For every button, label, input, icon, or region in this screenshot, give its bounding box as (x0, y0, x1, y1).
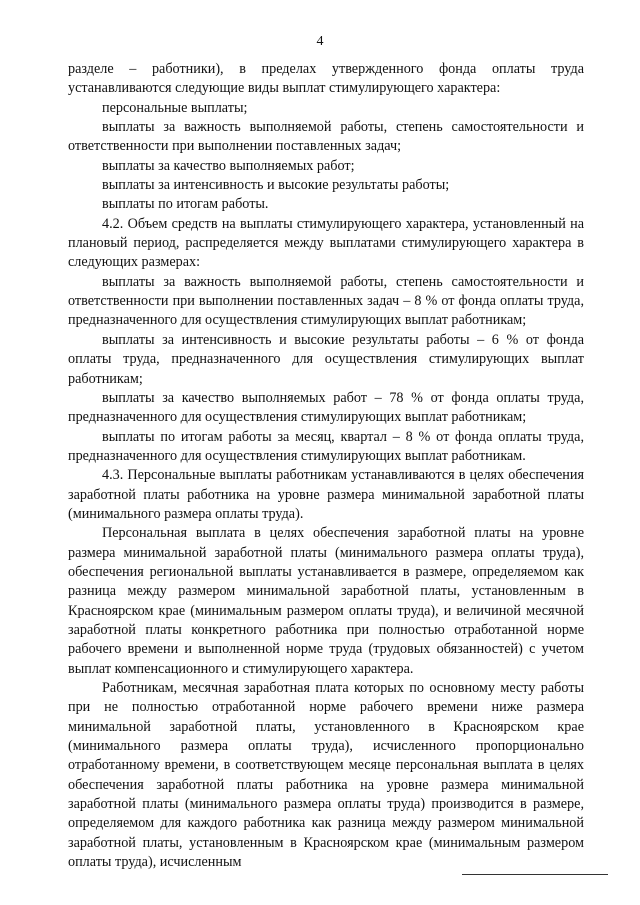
personal-payment-paragraph: Персональная выплата в целях обеспечения заработной платы на уровне размера минимальной заработной платы (минимального размера оплаты труда), обеспечения региональной выплаты устанавливается в размере, определяемом как разница между размером минимальной заработной платы, установленным в Красноярском крае (минимальным размером оплаты труда), и величиной месячной заработной платы конкретного работника при полностью отработанной норме рабочего времени и выполненной норме труда (трудовых обязанностей) с учетом выплат компенсационного и стимулирующего характера. (68, 525, 584, 677)
list-item-quality-payments: выплаты за качество выполняемых работ; (102, 157, 355, 174)
part-time-workers-paragraph: Работникам, месячная заработная плата которых по основному месту работы при не полностью отработанной норме рабочего времени ниже размера минимальной заработной платы, установленного в Красноярском крае (минимального размера оплаты труда), исчисленного пропорционально отработанному времени, в соответствующем месяце персональная выплата в целях обеспечения заработной платы работника на уровне размера минимальной заработной платы (минимального размера оплаты труда) производится в размере, определяемом для каждого работника как разница между размером минимальной заработной платы, установленным в Красноярском крае (минимальным размером оплаты труда), исчисленным (68, 680, 584, 871)
allocation-quality: выплаты за качество выполняемых работ – 78 % от фонда оплаты труда, предназначенного для осуществления стимулирующих выплат работникам; (68, 389, 584, 426)
paragraph-intro: разделе – работники), в пределах утвержденного фонда оплаты труда устанавливаются следующие виды выплат стимулирующего характера: (68, 61, 584, 97)
allocation-importance: выплаты за важность выполняемой работы, степень самостоятельности и ответственности при выполнении поставленных задач – 8 % от фонда оплаты труда, предназначенного для осуществления стимулирующих выплат работникам; (68, 273, 584, 329)
list-item-intensity-payments: выплаты за интенсивность и высокие результаты работы; (102, 177, 450, 194)
list-item-importance-payments: выплаты за важность выполняемой работы, степень самостоятельности и ответственности при выполнении поставленных задач; (68, 119, 584, 155)
allocation-intensity: выплаты за интенсивность и высокие результаты работы – 6 % от фонда оплаты труда, предназначенного для осуществления стимулирующих выплат работникам; (68, 331, 584, 387)
page-number: 4 (316, 34, 324, 49)
document-body (68, 60, 584, 872)
list-item-personal-payments: персональные выплаты; (102, 99, 248, 116)
section-4-2-paragraph: 4.2. Объем средств на выплаты стимулирующего характера, установленный на плановый период, распределяется между выплатами стимулирующего характера в следующих размерах: (68, 215, 584, 271)
allocation-results: выплаты по итогам работы за месяц, квартал – 8 % от фонда оплаты труда, предназначенного для осуществления стимулирующих выплат работникам. (68, 428, 584, 464)
footer-rule (462, 874, 608, 875)
section-4-3-paragraph: 4.3. Персональные выплаты работникам устанавливаются в целях обеспечения заработной платы работника на уровне размера минимальной заработной платы (минимального размера оплаты труда). (68, 467, 584, 522)
list-item-results-payments: выплаты по итогам работы. (102, 196, 269, 213)
